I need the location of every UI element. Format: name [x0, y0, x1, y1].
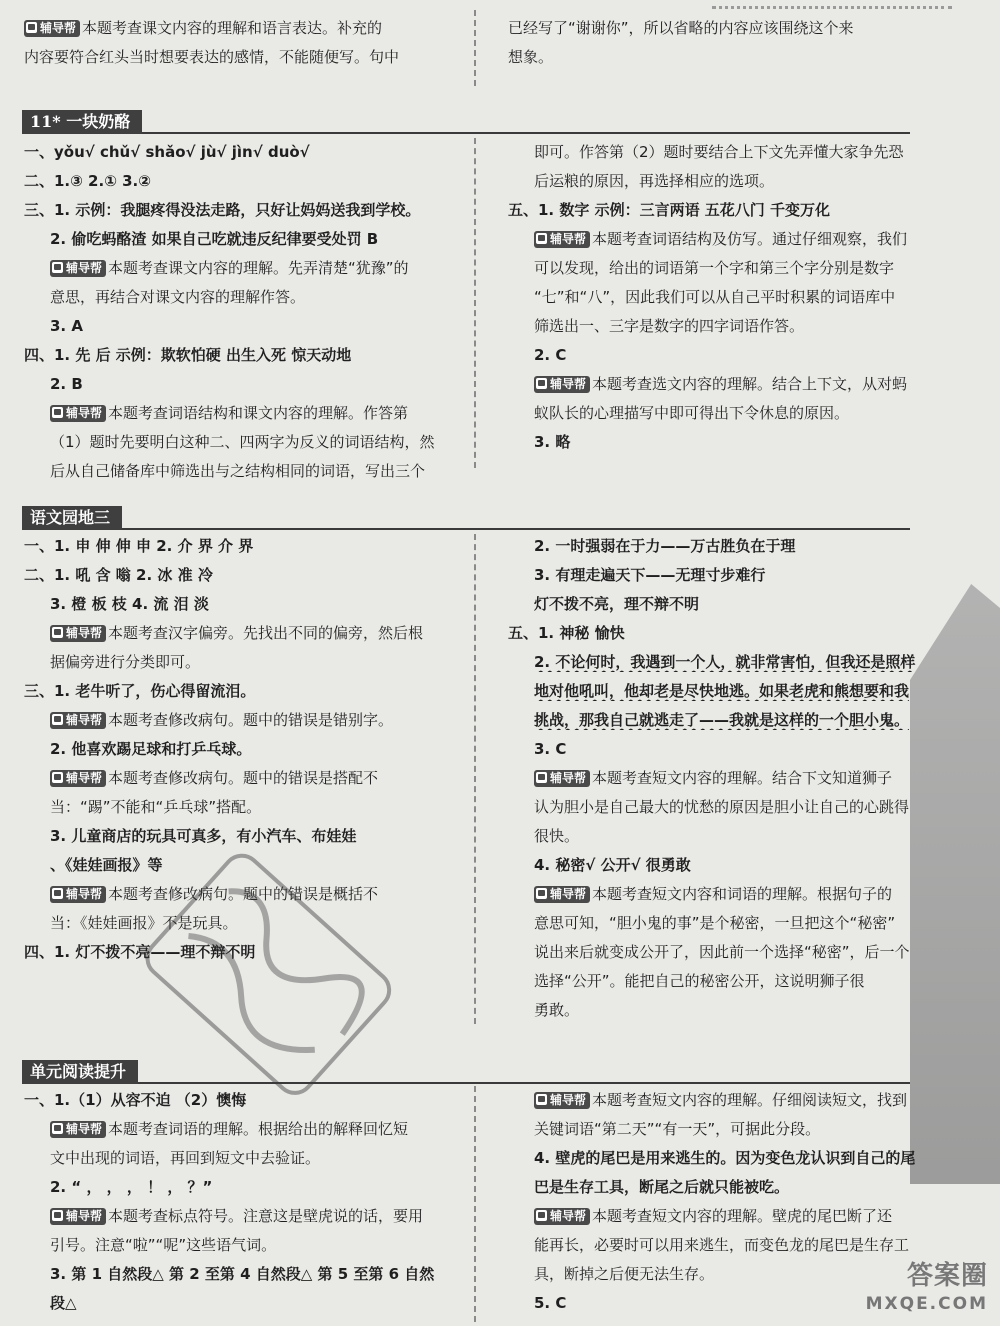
- line-text: 4. 秘密√ 公开√ 很勇敢: [534, 856, 691, 874]
- text-line: [24, 594, 452, 614]
- text-line: [24, 142, 452, 162]
- text-line: [508, 971, 920, 991]
- text-line: [508, 432, 920, 452]
- section-header-1: [22, 108, 910, 134]
- text-line: [508, 345, 920, 365]
- text-line: [508, 913, 920, 933]
- text-line: [24, 316, 452, 336]
- text-line: [24, 652, 452, 672]
- text-line: [508, 200, 920, 220]
- fudao-label: 辅导帮: [66, 1122, 103, 1136]
- fudao-label: 辅导帮: [66, 713, 103, 727]
- text-line: [508, 1206, 920, 1226]
- line-text: 本题考查修改病句。题中的错误是搭配不: [108, 769, 379, 787]
- line-text: （1）题时先要明白这种二、四两字为反义的词语结构，然: [50, 433, 435, 451]
- text-line: [508, 855, 920, 875]
- text-line: [508, 739, 920, 759]
- fudao-tag: [50, 886, 106, 903]
- text-line: [24, 681, 452, 701]
- fudao-icon: [52, 888, 63, 899]
- text-line: [24, 826, 452, 846]
- line-text: 4. 壁虎的尾巴是用来逃生的。因为变色龙认识到自己的尾: [534, 1149, 916, 1167]
- line-text: 说出来后就变成公开了，因此前一个选择“秘密”，后一个: [534, 943, 910, 961]
- text-line: [24, 374, 452, 394]
- fudao-label: 辅导帮: [550, 771, 587, 785]
- line-text: 可以发现，给出的词语第一个字和第三个字分别是数字: [534, 259, 895, 277]
- text-line: [508, 623, 920, 643]
- fudao-icon: [52, 407, 63, 418]
- text-line: [24, 47, 452, 67]
- line-text: 很快。: [534, 827, 580, 845]
- text-line: [24, 768, 452, 788]
- line-text: 四、1. 先 后 示例：欺软怕硬 出生入死 惊天动地: [24, 346, 352, 364]
- line-text: 一、1. 申 伸 伸 申 2. 介 界 介 界: [24, 537, 254, 555]
- fudao-label: 辅导帮: [550, 1209, 587, 1223]
- fudao-icon: [536, 1094, 547, 1105]
- text-line: [24, 432, 452, 452]
- text-line: [508, 1119, 920, 1139]
- fudao-tag: [50, 625, 106, 642]
- line-text: 本题考查标点符号。注意这是壁虎说的话，要用: [108, 1207, 424, 1225]
- top-dots: [712, 6, 952, 13]
- line-text: 2. 偷吃蚂酪渣 如果自己吃就违反纪律要受处罚 B: [50, 230, 379, 248]
- text-line: [508, 536, 920, 556]
- line-text: 本题考查短文内容和词语的理解。根据句子的: [592, 885, 893, 903]
- text-line: [24, 623, 452, 643]
- line-text: 五、1. 神秘 愉快: [508, 624, 625, 642]
- text-line: [24, 200, 452, 220]
- column-divider: [474, 10, 476, 86]
- line-text: 当：“踢”不能和“乒乓球”搭配。: [50, 798, 262, 816]
- line-text: 2. C: [534, 346, 567, 364]
- fudao-tag: [534, 770, 590, 787]
- watermark: [866, 1262, 988, 1318]
- s2-right-column: [508, 536, 920, 1019]
- text-line: [24, 258, 452, 278]
- line-text: 本题考查课文内容的理解和语言表达。补充的: [82, 19, 383, 37]
- fudao-icon: [52, 262, 63, 273]
- s2-left-column: [24, 536, 452, 1016]
- text-line: [508, 403, 920, 423]
- fudao-icon: [536, 378, 547, 389]
- text-line: [508, 884, 920, 904]
- line-text: 本题考查课文内容的理解。先弄清楚“犹豫”的: [108, 259, 409, 277]
- fudao-tag: [24, 20, 80, 37]
- line-text: 意思，再结合对课文内容的理解作答。: [50, 288, 306, 306]
- text-line: [24, 18, 452, 38]
- fudao-label: 辅导帮: [550, 377, 587, 391]
- line-text: 、《娃娃画报》等: [50, 856, 163, 874]
- text-line: [508, 258, 920, 278]
- fudao-label: 辅导帮: [40, 21, 77, 35]
- section-title: 11* 一块奶酪: [22, 110, 142, 134]
- text-line: [508, 229, 920, 249]
- text-line: [24, 797, 452, 817]
- text-line: [24, 1235, 452, 1255]
- line-text: 意思可知，“胆小鬼的事”是个秘密，一旦把这个“秘密”: [534, 914, 896, 932]
- text-line: [508, 1148, 920, 1168]
- fudao-icon: [52, 772, 63, 783]
- line-text: 巴是生存工具，断尾之后就只能被吃。: [534, 1178, 790, 1196]
- fudao-icon: [52, 627, 63, 638]
- fudao-icon: [52, 1123, 63, 1134]
- line-text: 筛选出一、三字是数字的四字词语作答。: [534, 317, 805, 335]
- s3-right-column: [508, 1090, 920, 1320]
- text-line: [24, 1264, 452, 1284]
- text-line: [24, 536, 452, 556]
- line-text: 3. A: [50, 317, 83, 335]
- text-line: [24, 884, 452, 904]
- line-text: 地对他吼叫，他却老是尽快地逃。如果老虎和熊想要和我: [534, 682, 910, 700]
- line-text: 3. 第 1 自然段△ 第 2 至第 4 自然段△ 第 5 至第 6 自然: [50, 1265, 435, 1283]
- line-text: 想象。: [508, 48, 554, 66]
- section-title: 单元阅读提升: [22, 1060, 138, 1084]
- watermark-url: MXQE.COM: [865, 1294, 988, 1314]
- line-text: 四、1. 灯不拨不亮——理不辩不明: [24, 943, 256, 961]
- text-line: [24, 710, 452, 730]
- fudao-icon: [536, 233, 547, 244]
- line-text: 三、1. 示例：我腿疼得没法走路，只好让妈妈送我到学校。: [24, 201, 421, 219]
- text-line: [508, 1177, 920, 1197]
- text-line: [24, 287, 452, 307]
- line-text: 本题考查词语的理解。根据给出的解释回忆短: [108, 1120, 409, 1138]
- fudao-icon: [52, 1210, 63, 1221]
- text-line: [24, 1206, 452, 1226]
- text-line: [508, 316, 920, 336]
- fudao-tag: [534, 376, 590, 393]
- text-line: [24, 1090, 452, 1110]
- fudao-tag: [534, 1208, 590, 1225]
- fudao-icon: [536, 1210, 547, 1221]
- line-text: 5. C: [534, 1294, 567, 1312]
- line-text: 2. “ ， ， ， ！ ， ？”: [50, 1178, 213, 1196]
- line-text: 本题考查选文内容的理解。结合上下文，从对蚂: [592, 375, 908, 393]
- line-text: 二、1.③ 2.① 3.②: [24, 172, 151, 190]
- line-text: 已经写了“谢谢你”，所以省略的内容应该围绕这个来: [508, 19, 854, 37]
- text-line: [508, 47, 920, 67]
- fudao-tag: [534, 1092, 590, 1109]
- fudao-tag: [50, 1208, 106, 1225]
- line-text: 灯不拨不亮，理不辩不明: [534, 595, 700, 613]
- text-line: [24, 403, 452, 423]
- line-text: 本题考查词语结构和课文内容的理解。作答第: [108, 404, 409, 422]
- line-text: 蚁队长的心理描写中即可得出下令休息的原因。: [534, 404, 850, 422]
- line-text: 具，断掉之后便无法生存。: [534, 1265, 715, 1283]
- section-header-3: [22, 1058, 910, 1084]
- fudao-label: 辅导帮: [550, 887, 587, 901]
- line-text: 2. 一时强弱在于力——万古胜负在于理: [534, 537, 796, 555]
- fudao-tag: [50, 260, 106, 277]
- top-right-column: [508, 18, 920, 74]
- fudao-tag: [50, 770, 106, 787]
- line-text: 2. 他喜欢踢足球和打乒乓球。: [50, 740, 252, 758]
- text-line: [24, 171, 452, 191]
- text-line: [508, 287, 920, 307]
- fudao-label: 辅导帮: [550, 232, 587, 246]
- text-line: [508, 1000, 920, 1020]
- line-text: 二、1. 吼 含 嗡 2. 冰 准 冷: [24, 566, 213, 584]
- fudao-icon: [536, 772, 547, 783]
- text-line: [24, 229, 452, 249]
- text-line: [24, 1119, 452, 1139]
- text-line: [24, 345, 452, 365]
- text-line: [508, 710, 920, 730]
- fudao-tag: [534, 886, 590, 903]
- line-text: 选择“公开”。能把自己的秘密公开，这说明狮子很: [534, 972, 865, 990]
- line-text: 五、1. 数字 示例：三言两语 五花八门 千变万化: [508, 201, 831, 219]
- fudao-icon: [52, 714, 63, 725]
- column-divider: [474, 1086, 476, 1322]
- line-text: 本题考查短文内容的理解。仔细阅读短文，找到: [592, 1091, 908, 1109]
- line-text: 后从自己储备库中筛选出与之结构相同的词语，写出三个: [50, 462, 426, 480]
- fudao-label: 辅导帮: [66, 261, 103, 275]
- line-text: 3. 有理走遍天下——无理寸步难行: [534, 566, 766, 584]
- column-divider: [474, 534, 476, 1024]
- text-line: [24, 565, 452, 585]
- line-text: 3. 儿童商店的玩具可真多，有小汽车、布娃娃: [50, 827, 357, 845]
- top-left-column: [24, 18, 452, 74]
- text-line: [508, 18, 920, 38]
- fudao-tag: [534, 231, 590, 248]
- text-line: [508, 826, 920, 846]
- text-line: [508, 768, 920, 788]
- fudao-label: 辅导帮: [66, 771, 103, 785]
- text-line: [508, 1235, 920, 1255]
- line-text: 挑战，那我自己就逃走了——我就是这样的一个胆小鬼。: [534, 711, 910, 729]
- text-line: [508, 1264, 920, 1284]
- line-text: 认为胆小是自己最大的忧愁的原因是胆小让自己的心跳得: [534, 798, 910, 816]
- line-text: 3. 略: [534, 433, 571, 451]
- text-line: [24, 913, 452, 933]
- fudao-label: 辅导帮: [66, 1209, 103, 1223]
- line-text: 内容要符合红头当时想要表达的感情，不能随便写。句中: [24, 48, 400, 66]
- text-line: [24, 1148, 452, 1168]
- line-text: 本题考查短文内容的理解。壁虎的尾巴断了还: [592, 1207, 893, 1225]
- s1-right-column: [508, 142, 920, 472]
- text-line: [508, 942, 920, 962]
- fudao-label: 辅导帮: [66, 626, 103, 640]
- watermark-site: 答案圈: [906, 1261, 988, 1291]
- decorative-triangle: [910, 584, 1000, 1184]
- line-text: 一、1.（1）从容不迫 （2）懊悔: [24, 1091, 247, 1109]
- text-line: [24, 1177, 452, 1197]
- fudao-tag: [50, 712, 106, 729]
- text-line: [508, 594, 920, 614]
- fudao-tag: [50, 405, 106, 422]
- text-line: [508, 171, 920, 191]
- line-text: 2. B: [50, 375, 83, 393]
- text-line: [508, 681, 920, 701]
- fudao-label: 辅导帮: [550, 1093, 587, 1107]
- line-text: 本题考查修改病句。题中的错误是错别字。: [108, 711, 394, 729]
- fudao-label: 辅导帮: [66, 887, 103, 901]
- line-text: 引号。注意“啦”“呢”这些语气词。: [50, 1236, 277, 1254]
- text-line: [508, 1293, 920, 1313]
- column-divider: [474, 138, 476, 468]
- line-text: 本题考查修改病句。题中的错误是概括不: [108, 885, 379, 903]
- line-text: 关键词语“第二天”“有一天”，可据此分段。: [534, 1120, 821, 1138]
- section-title: 语文园地三: [22, 506, 122, 530]
- text-line: [24, 1293, 452, 1313]
- fudao-icon: [536, 888, 547, 899]
- line-text: 3. 橙 板 枝 4. 流 泪 淡: [50, 595, 209, 613]
- s3-left-column: [24, 1090, 452, 1320]
- s1-left-column: [24, 142, 452, 480]
- text-line: [24, 739, 452, 759]
- line-text: 当：《娃娃画报》不是玩具。: [50, 914, 238, 932]
- text-line: [24, 855, 452, 875]
- fudao-label: 辅导帮: [66, 406, 103, 420]
- line-text: 3. C: [534, 740, 567, 758]
- line-text: “七”和“八”，因此我们可以从自己平时积累的词语库中: [534, 288, 896, 306]
- line-text: 能再长，必要时可以用来逃生，而变色龙的尾巴是生存工: [534, 1236, 910, 1254]
- line-text: 文中出现的词语，再回到短文中去验证。: [50, 1149, 321, 1167]
- text-line: [508, 374, 920, 394]
- text-line: [508, 142, 920, 162]
- line-text: 2. 不论何时，我遇到一个人，就非常害怕，但我还是照样: [534, 653, 916, 671]
- line-text: 本题考查词语结构及仿写。通过仔细观察，我们: [592, 230, 908, 248]
- text-line: [508, 797, 920, 817]
- text-line: [508, 565, 920, 585]
- line-text: 后运粮的原因，再选择相应的选项。: [534, 172, 775, 190]
- line-text: 勇敢。: [534, 1001, 580, 1019]
- line-text: 本题考查短文内容的理解。结合下文知道狮子: [592, 769, 893, 787]
- line-text: 本题考查汉字偏旁。先找出不同的偏旁，然后根: [108, 624, 424, 642]
- text-line: [508, 1090, 920, 1110]
- line-text: 据偏旁进行分类即可。: [50, 653, 201, 671]
- text-line: [508, 652, 920, 672]
- text-line: [24, 942, 452, 962]
- fudao-tag: [50, 1121, 106, 1138]
- section-header-2: [22, 504, 910, 530]
- text-line: [24, 461, 452, 481]
- line-text: 即可。作答第（2）题时要结合上下文先弄懂大家争先恐: [534, 143, 904, 161]
- fudao-icon: [26, 22, 37, 33]
- line-text: 一、yǒu√ chǔ√ shǎo√ jù√ jìn√ duò√: [24, 143, 310, 161]
- line-text: 三、1. 老牛听了，伤心得留流泪。: [24, 682, 256, 700]
- line-text: 段△: [50, 1294, 77, 1312]
